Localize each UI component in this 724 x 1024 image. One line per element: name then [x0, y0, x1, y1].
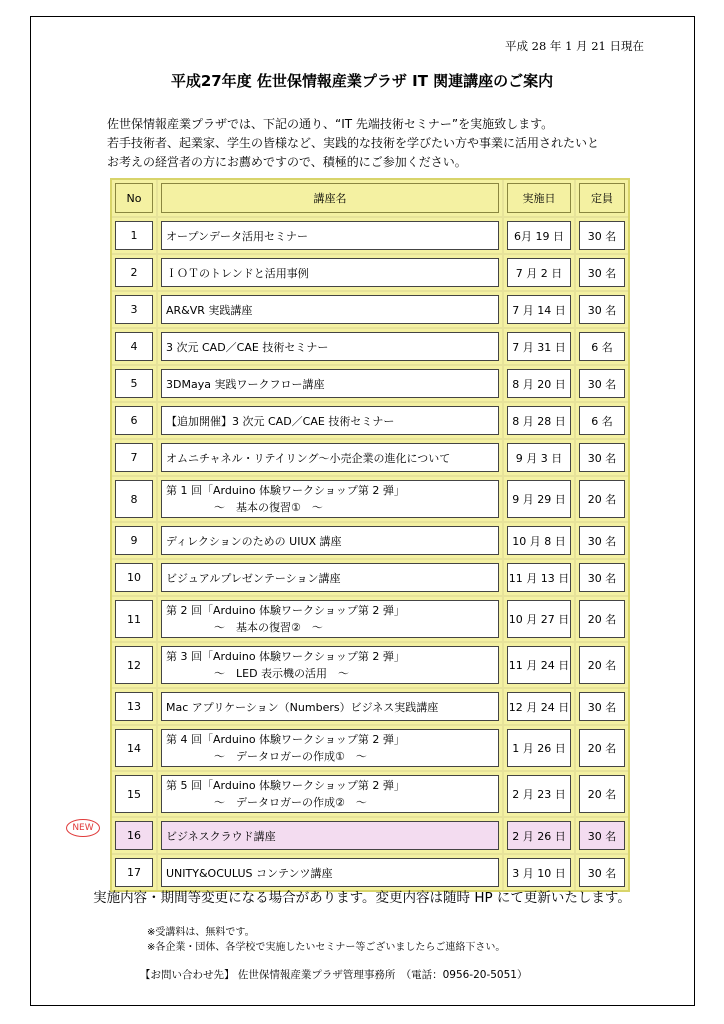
- row-capacity: 20 名: [579, 729, 625, 767]
- row-date-cell: [504, 643, 576, 689]
- row-name: UNITY&OCULUS コンテンツ講座: [161, 858, 499, 887]
- row-name-cell: [158, 560, 504, 597]
- row-name: 3 次元 CAD／CAE 技術セミナー: [161, 332, 499, 361]
- row-capacity: 30 名: [579, 563, 625, 592]
- row-no: 3: [115, 295, 153, 324]
- row-name-cell: [158, 523, 504, 560]
- row-date: 1 月 26 日: [507, 729, 571, 767]
- row-capacity: 30 名: [579, 295, 625, 324]
- table-row: [112, 255, 628, 292]
- row-name: [161, 480, 499, 518]
- row-name-main: 第 5 回「Arduino 体験ワークショップ第 2 弾」: [166, 779, 405, 792]
- row-name-lines: [166, 602, 405, 636]
- row-name-cell: [158, 218, 504, 255]
- row-no: 13: [115, 692, 153, 721]
- header-cell-name: [158, 180, 504, 218]
- row-capacity-cell: [576, 292, 628, 329]
- table-header-row: [112, 180, 628, 218]
- row-name-cell: [158, 855, 504, 890]
- table-row: [112, 818, 628, 855]
- row-name-sub: ～ データロガーの作成① ～: [214, 750, 367, 763]
- row-date-cell: [504, 855, 576, 890]
- row-name-cell: [158, 403, 504, 440]
- header-no: No: [115, 183, 153, 213]
- row-name-cell: [158, 292, 504, 329]
- row-date-cell: [504, 292, 576, 329]
- row-date-cell: [504, 560, 576, 597]
- row-no-cell: [112, 772, 158, 818]
- row-name: [161, 646, 499, 684]
- table-row: [112, 523, 628, 560]
- change-notice: 実施内容・期間等変更になる場合があります。変更内容は随時 HP にて更新いたします。: [93, 890, 631, 906]
- row-name-lines: [166, 731, 405, 765]
- row-capacity: 20 名: [579, 480, 625, 518]
- row-name-lines: [166, 777, 405, 811]
- new-badge: NEW: [66, 819, 100, 837]
- row-capacity-cell: [576, 255, 628, 292]
- header-cell-no: [112, 180, 158, 218]
- row-name: 3DMaya 実践ワークフロー講座: [161, 369, 499, 398]
- row-capacity: 30 名: [579, 258, 625, 287]
- row-no: 8: [115, 480, 153, 518]
- row-capacity: 30 名: [579, 858, 625, 887]
- row-capacity-cell: [576, 523, 628, 560]
- row-capacity: 30 名: [579, 526, 625, 555]
- row-capacity-cell: [576, 403, 628, 440]
- row-name-cell: [158, 772, 504, 818]
- row-no: 17: [115, 858, 153, 887]
- note-line: ※受講料は、無料です。: [147, 927, 255, 938]
- row-capacity: 30 名: [579, 443, 625, 472]
- table-row: [112, 403, 628, 440]
- row-capacity-cell: [576, 440, 628, 477]
- row-name-main: 第 3 回「Arduino 体験ワークショップ第 2 弾」: [166, 650, 405, 663]
- row-capacity-cell: [576, 643, 628, 689]
- row-date-cell: [504, 366, 576, 403]
- row-no: 6: [115, 406, 153, 435]
- row-name: オープンデータ活用セミナー: [161, 221, 499, 250]
- course-table: [110, 178, 630, 892]
- table-row: [112, 292, 628, 329]
- row-date: 9 月 29 日: [507, 480, 571, 518]
- row-no-cell: [112, 477, 158, 523]
- row-name: AR&VR 実践講座: [161, 295, 499, 324]
- row-capacity: 30 名: [579, 692, 625, 721]
- row-name: ディレクションのための UIUX 講座: [161, 526, 499, 555]
- table-row: [112, 643, 628, 689]
- header-cell-date: [504, 180, 576, 218]
- intro-line: お考えの経営者の方にお薦めですので、積極的にご参加ください。: [107, 155, 467, 169]
- row-date: 12 月 24 日: [507, 692, 571, 721]
- row-no: 15: [115, 775, 153, 813]
- row-no-cell: [112, 689, 158, 726]
- table-row: [112, 855, 628, 890]
- row-name: ＩＯＴのトレンドと活用事例: [161, 258, 499, 287]
- row-no-cell: [112, 440, 158, 477]
- row-no: 10: [115, 563, 153, 592]
- row-date: 9 月 3 日: [507, 443, 571, 472]
- row-date: 8 月 20 日: [507, 369, 571, 398]
- row-date-cell: [504, 329, 576, 366]
- row-name-cell: [158, 818, 504, 855]
- row-no: 14: [115, 729, 153, 767]
- row-capacity-cell: [576, 218, 628, 255]
- row-no: 12: [115, 646, 153, 684]
- header-name: 講座名: [161, 183, 499, 213]
- row-capacity: 30 名: [579, 221, 625, 250]
- row-name-main: 第 2 回「Arduino 体験ワークショップ第 2 弾」: [166, 604, 405, 617]
- table-row: [112, 366, 628, 403]
- header-cell-capacity: [576, 180, 628, 218]
- row-name: [161, 729, 499, 767]
- row-capacity-cell: [576, 597, 628, 643]
- row-name-main: 第 4 回「Arduino 体験ワークショップ第 2 弾」: [166, 733, 405, 746]
- table-row: [112, 560, 628, 597]
- row-no: 7: [115, 443, 153, 472]
- row-name-sub: ～ データロガーの作成② ～: [214, 796, 367, 809]
- row-date: 10 月 8 日: [507, 526, 571, 555]
- row-date: 7 月 2 日: [507, 258, 571, 287]
- row-name-main: 第 1 回「Arduino 体験ワークショップ第 2 弾」: [166, 484, 405, 497]
- row-no-cell: [112, 403, 158, 440]
- row-date-cell: [504, 689, 576, 726]
- row-name: 【追加開催】3 次元 CAD／CAE 技術セミナー: [161, 406, 499, 435]
- intro-line: 若手技術者、起業家、学生の皆様など、実践的な技術を学びたい方や事業に活用されたいと: [107, 136, 600, 150]
- notes: [147, 925, 505, 955]
- date-stamp: 平成 28 年 1 月 21 日現在: [504, 39, 644, 53]
- row-capacity-cell: [576, 560, 628, 597]
- row-date-cell: [504, 523, 576, 560]
- row-no: 1: [115, 221, 153, 250]
- row-no-cell: [112, 560, 158, 597]
- row-name-cell: [158, 477, 504, 523]
- row-name: [161, 600, 499, 638]
- row-capacity: 30 名: [579, 821, 625, 850]
- table-body: [112, 218, 628, 890]
- table-row: [112, 329, 628, 366]
- row-no-cell: [112, 523, 158, 560]
- table-row: [112, 726, 628, 772]
- row-date-cell: [504, 403, 576, 440]
- row-date: 2 月 23 日: [507, 775, 571, 813]
- row-name-cell: [158, 255, 504, 292]
- row-name: ビジュアルプレゼンテーション講座: [161, 563, 499, 592]
- row-capacity-cell: [576, 855, 628, 890]
- row-name: オムニチャネル・リテイリング～小売企業の進化について: [161, 443, 499, 472]
- row-capacity-cell: [576, 366, 628, 403]
- row-no: 9: [115, 526, 153, 555]
- row-capacity: 30 名: [579, 369, 625, 398]
- header-date: 実施日: [507, 183, 571, 213]
- header-capacity: 定員: [579, 183, 625, 213]
- table-row: [112, 218, 628, 255]
- row-no-cell: [112, 329, 158, 366]
- row-name-sub: ～ 基本の復習② ～: [214, 621, 323, 634]
- row-date: 3 月 10 日: [507, 858, 571, 887]
- row-no-cell: [112, 218, 158, 255]
- row-no-cell: [112, 726, 158, 772]
- table-row: [112, 440, 628, 477]
- row-no-cell: [112, 292, 158, 329]
- row-date: 7 月 31 日: [507, 332, 571, 361]
- row-name-cell: [158, 597, 504, 643]
- row-date-cell: [504, 440, 576, 477]
- row-capacity: 20 名: [579, 775, 625, 813]
- row-name-cell: [158, 366, 504, 403]
- row-date: 6月 19 日: [507, 221, 571, 250]
- note-line: ※各企業・団体、各学校で実施したいセミナー等ございましたらご連絡下さい。: [147, 942, 506, 953]
- row-name-sub: ～ 基本の復習① ～: [214, 501, 323, 514]
- row-date: 7 月 14 日: [507, 295, 571, 324]
- row-capacity-cell: [576, 477, 628, 523]
- row-no: 16: [115, 821, 153, 850]
- row-capacity-cell: [576, 726, 628, 772]
- row-name: ビジネスクラウド講座: [161, 821, 499, 850]
- row-date: 11 月 13 日: [507, 563, 571, 592]
- row-date-cell: [504, 477, 576, 523]
- row-no-cell: [112, 818, 158, 855]
- row-no: 5: [115, 369, 153, 398]
- page-title: 平成27年度 佐世保情報産業プラザ IT 関連講座のご案内: [170, 72, 554, 90]
- table-row: [112, 772, 628, 818]
- row-date: 8 月 28 日: [507, 406, 571, 435]
- row-capacity: 6 名: [579, 332, 625, 361]
- row-capacity: 20 名: [579, 600, 625, 638]
- row-name-sub: ～ LED 表示機の活用 ～: [214, 667, 350, 680]
- row-name: Mac アプリケーション（Numbers）ビジネス実践講座: [161, 692, 499, 721]
- row-date-cell: [504, 726, 576, 772]
- row-name-cell: [158, 440, 504, 477]
- row-no-cell: [112, 855, 158, 890]
- row-name-lines: [166, 482, 405, 516]
- row-capacity-cell: [576, 329, 628, 366]
- table-row: [112, 689, 628, 726]
- row-date-cell: [504, 255, 576, 292]
- row-name-cell: [158, 329, 504, 366]
- contact-info: 【お問い合わせ先】 佐世保情報産業プラザ管理事務所 （電話：0956-20-5051）: [140, 969, 528, 981]
- row-date: 11 月 24 日: [507, 646, 571, 684]
- row-date-cell: [504, 218, 576, 255]
- intro-line: 佐世保情報産業プラザでは、下記の通り、“IT 先端技術セミナー”を実施致します。: [107, 117, 554, 131]
- row-date-cell: [504, 772, 576, 818]
- row-capacity-cell: [576, 818, 628, 855]
- row-name: [161, 775, 499, 813]
- row-no: 11: [115, 600, 153, 638]
- row-name-cell: [158, 726, 504, 772]
- row-no-cell: [112, 643, 158, 689]
- row-date: 10 月 27 日: [507, 600, 571, 638]
- intro-text: [107, 115, 599, 172]
- row-name-cell: [158, 689, 504, 726]
- row-capacity: 20 名: [579, 646, 625, 684]
- row-name-lines: [166, 648, 405, 682]
- row-name-cell: [158, 643, 504, 689]
- row-no-cell: [112, 255, 158, 292]
- row-no: 2: [115, 258, 153, 287]
- row-capacity: 6 名: [579, 406, 625, 435]
- row-no-cell: [112, 597, 158, 643]
- table-row: [112, 477, 628, 523]
- row-date: 2 月 26 日: [507, 821, 571, 850]
- row-capacity-cell: [576, 772, 628, 818]
- row-capacity-cell: [576, 689, 628, 726]
- row-date-cell: [504, 818, 576, 855]
- table-row: [112, 597, 628, 643]
- row-no: 4: [115, 332, 153, 361]
- row-date-cell: [504, 597, 576, 643]
- row-no-cell: [112, 366, 158, 403]
